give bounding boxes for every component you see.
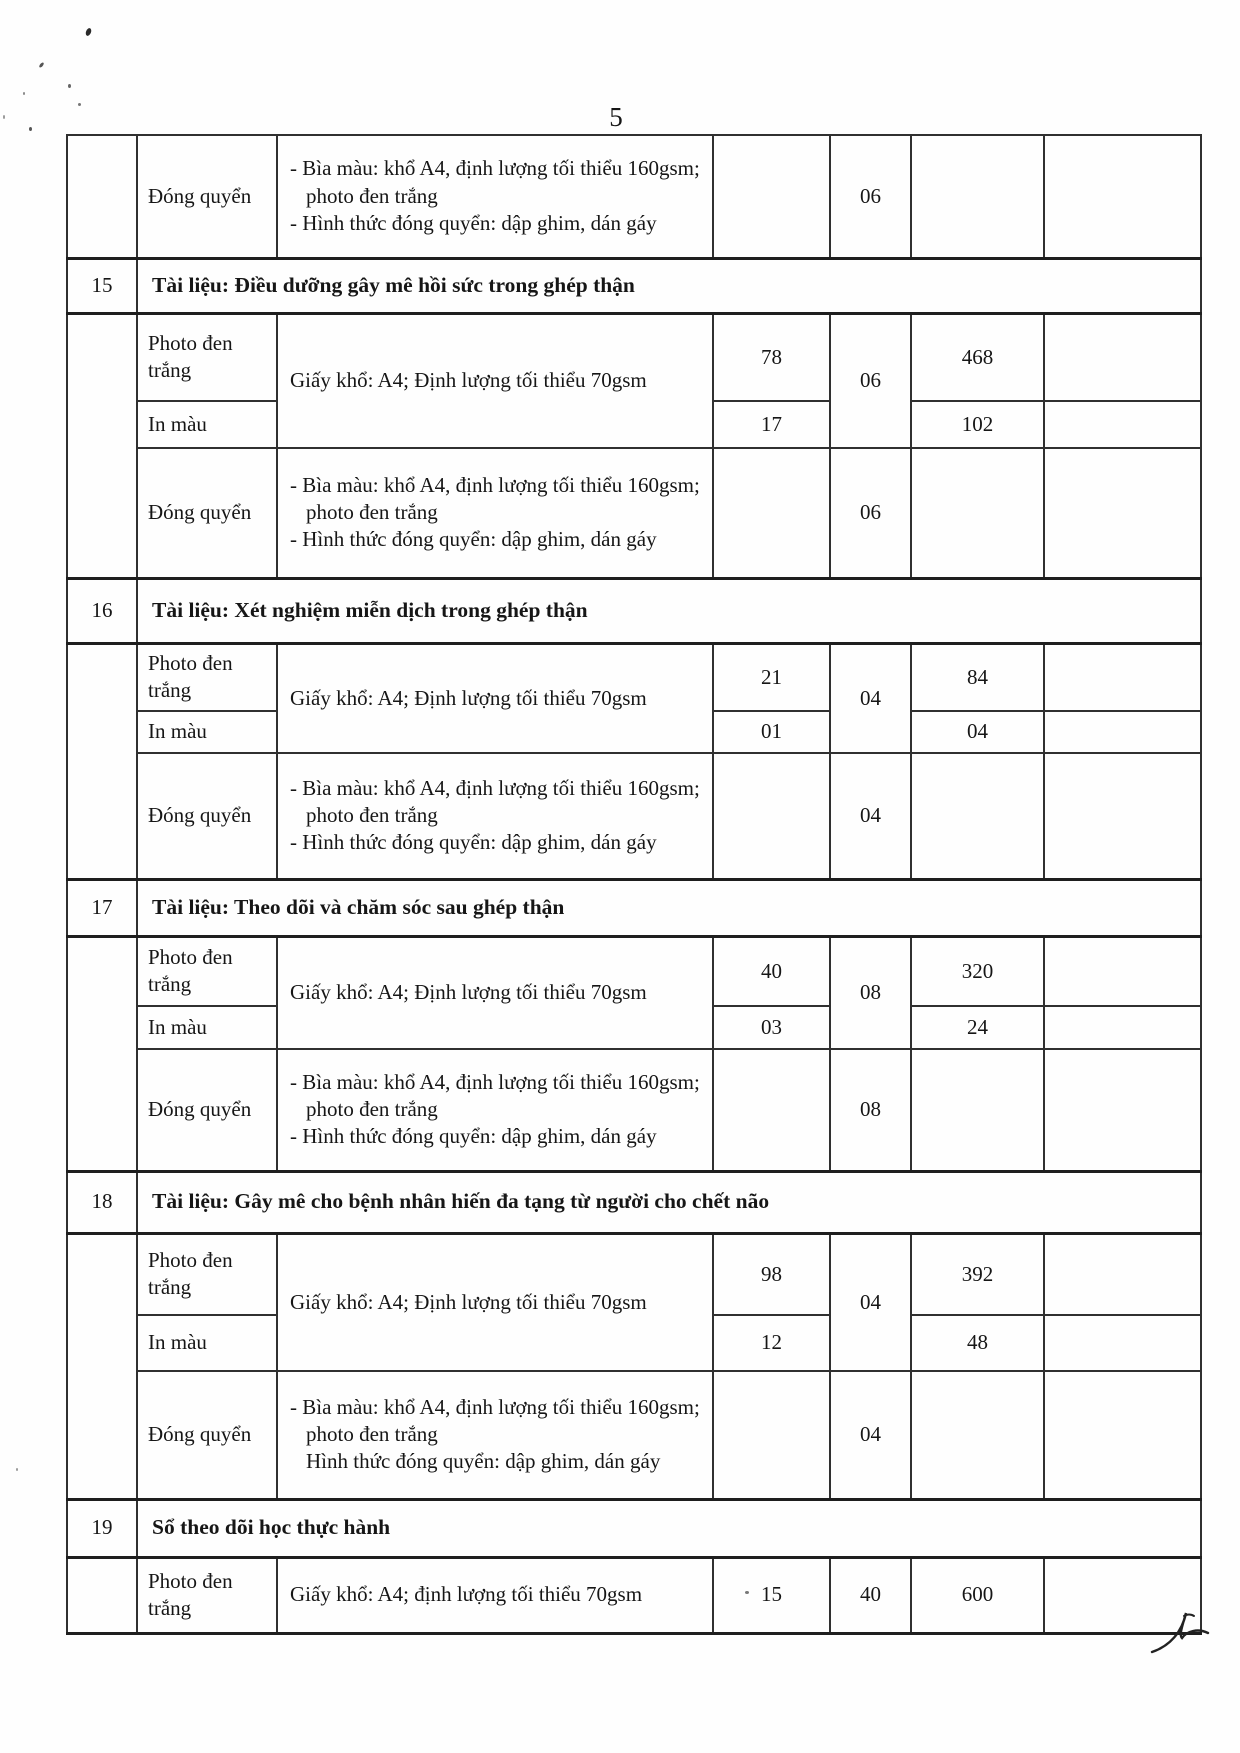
section-title: Tài liệu: Xét nghiệm miễn dịch trong ghép thận xyxy=(137,578,1201,643)
section-number: 16 xyxy=(67,578,137,643)
empty-cell xyxy=(1044,1371,1201,1499)
table-row xyxy=(67,1049,1201,1171)
binding-sets: 04 xyxy=(830,1371,911,1499)
binding-spec-line: - Bìa màu: khổ A4, định lượng tối thiểu 160gsm; photo đen trắng xyxy=(290,775,700,828)
table-row xyxy=(67,448,1201,578)
binding-spec-line: - Bìa màu: khổ A4, định lượng tối thiểu 160gsm; photo đen trắng xyxy=(290,472,700,525)
binding-spec-line: - Bìa màu: khổ A4, định lượng tối thiểu 160gsm; photo đen trắng xyxy=(290,1394,700,1447)
print-type-label: Đóng quyển xyxy=(137,1049,277,1171)
print-type-label: Đóng quyển xyxy=(137,753,277,879)
empty-cell xyxy=(911,1049,1044,1171)
pen-mark-icon xyxy=(1148,1606,1224,1662)
binding-spec-line: - Hình thức đóng quyển: dập ghim, dán gáy xyxy=(290,830,657,855)
print-type-label: Đóng quyển xyxy=(137,135,277,258)
empty-cell xyxy=(713,135,830,258)
binding-spec-line: Hình thức đóng quyển: dập ghim, dán gáy xyxy=(306,1449,661,1474)
color-quantity: 03 xyxy=(713,1006,830,1049)
binding-spec-line: - Hình thức đóng quyển: dập ghim, dán gáy xyxy=(290,527,657,552)
section-number: 15 xyxy=(67,258,137,313)
print-sets: 04 xyxy=(830,643,911,753)
empty-cell xyxy=(67,1557,137,1633)
print-sets: 40 xyxy=(830,1557,911,1633)
binding-spec xyxy=(277,135,713,258)
table-row xyxy=(67,1557,1201,1633)
color-total: 24 xyxy=(911,1006,1044,1049)
binding-sets: 06 xyxy=(830,135,911,258)
table-row xyxy=(67,936,1201,1006)
color-quantity: 12 xyxy=(713,1315,830,1371)
print-sets: 04 xyxy=(830,1233,911,1371)
section-title: Tài liệu: Gây mê cho bệnh nhân hiến đa tạng từ người cho chết não xyxy=(137,1171,1201,1233)
empty-cell xyxy=(67,313,137,578)
empty-cell xyxy=(1044,313,1201,401)
binding-sets: 04 xyxy=(830,753,911,879)
empty-cell xyxy=(1044,448,1201,578)
table-row xyxy=(67,135,1201,258)
empty-cell xyxy=(911,135,1044,258)
bw-total: 320 xyxy=(911,936,1044,1006)
empty-cell xyxy=(1044,643,1201,711)
color-total: 48 xyxy=(911,1315,1044,1371)
bw-quantity: 21 xyxy=(713,643,830,711)
section-header-row xyxy=(67,578,1201,643)
bw-quantity: 15 xyxy=(713,1557,830,1633)
binding-spec xyxy=(277,448,713,578)
bw-quantity: 40 xyxy=(713,936,830,1006)
scan-speck xyxy=(23,92,25,95)
print-type-label: In màu xyxy=(137,401,277,448)
color-quantity: 01 xyxy=(713,711,830,753)
empty-cell xyxy=(67,135,137,258)
empty-cell xyxy=(713,448,830,578)
bw-total: 600 xyxy=(911,1557,1044,1633)
empty-cell xyxy=(1044,135,1201,258)
table-row xyxy=(67,643,1201,711)
print-type-label: Photo đen trắng xyxy=(137,643,277,711)
color-total: 102 xyxy=(911,401,1044,448)
print-type-label: Photo đen trắng xyxy=(137,936,277,1006)
page-number: 5 xyxy=(609,102,623,132)
print-type-label: Photo đen trắng xyxy=(137,1557,277,1633)
section-header-row xyxy=(67,1499,1201,1557)
empty-cell xyxy=(1044,401,1201,448)
paper-spec: Giấy khổ: A4; Định lượng tối thiểu 70gsm xyxy=(277,643,713,753)
scan-speck xyxy=(38,62,44,69)
empty-cell xyxy=(911,1371,1044,1499)
bw-quantity: 98 xyxy=(713,1233,830,1315)
binding-spec-line: - Hình thức đóng quyển: dập ghim, dán gáy xyxy=(290,210,657,235)
section-number: 17 xyxy=(67,879,137,936)
bw-total: 84 xyxy=(911,643,1044,711)
scan-speck xyxy=(16,1468,18,1471)
print-type-label: Đóng quyển xyxy=(137,448,277,578)
empty-cell xyxy=(713,1371,830,1499)
scan-speck xyxy=(68,84,71,88)
empty-cell xyxy=(1044,711,1201,753)
section-title: Sổ theo dõi học thực hành xyxy=(137,1499,1201,1557)
binding-sets: 06 xyxy=(830,448,911,578)
section-title: Tài liệu: Điều dưỡng gây mê hồi sức trong ghép thận xyxy=(137,258,1201,313)
empty-cell xyxy=(713,1049,830,1171)
binding-spec-line: - Bìa màu: khổ A4, định lượng tối thiểu 160gsm; photo đen trắng xyxy=(290,1069,700,1122)
print-type-label: In màu xyxy=(137,1006,277,1049)
empty-cell xyxy=(911,753,1044,879)
table-row xyxy=(67,313,1201,401)
section-header-row xyxy=(67,258,1201,313)
print-sets: 08 xyxy=(830,936,911,1049)
paper-spec: Giấy khổ: A4; Định lượng tối thiểu 70gsm xyxy=(277,1233,713,1371)
print-type-label: In màu xyxy=(137,1315,277,1371)
empty-cell xyxy=(713,753,830,879)
section-header-row xyxy=(67,1171,1201,1233)
table-row xyxy=(67,1371,1201,1499)
section-number: 19 xyxy=(67,1499,137,1557)
bw-total: 468 xyxy=(911,313,1044,401)
binding-spec xyxy=(277,753,713,879)
print-type-label: Đóng quyển xyxy=(137,1371,277,1499)
empty-cell xyxy=(1044,1315,1201,1371)
section-header-row xyxy=(67,879,1201,936)
paper-spec: Giấy khổ: A4; Định lượng tối thiểu 70gsm xyxy=(277,936,713,1049)
empty-cell xyxy=(67,1233,137,1499)
empty-cell xyxy=(1044,1049,1201,1171)
print-sets: 06 xyxy=(830,313,911,448)
print-type-label: Photo đen trắng xyxy=(137,1233,277,1315)
color-total: 04 xyxy=(911,711,1044,753)
binding-spec-line: - Hình thức đóng quyển: dập ghim, dán gáy xyxy=(290,1124,657,1149)
print-type-label: Photo đen trắng xyxy=(137,313,277,401)
binding-sets: 08 xyxy=(830,1049,911,1171)
bw-quantity: 78 xyxy=(713,313,830,401)
scan-speck xyxy=(3,115,5,119)
empty-cell xyxy=(67,936,137,1171)
print-type-label: In màu xyxy=(137,711,277,753)
paper-spec: Giấy khổ: A4; định lượng tối thiểu 70gsm xyxy=(277,1557,713,1633)
scan-speck xyxy=(78,103,81,106)
binding-spec xyxy=(277,1371,713,1499)
binding-spec xyxy=(277,1049,713,1171)
color-quantity: 17 xyxy=(713,401,830,448)
section-title: Tài liệu: Theo dõi và chăm sóc sau ghép thận xyxy=(137,879,1201,936)
empty-cell xyxy=(1044,1233,1201,1315)
binding-spec-line: - Bìa màu: khổ A4, định lượng tối thiểu 160gsm; photo đen trắng xyxy=(290,156,700,208)
table-row xyxy=(67,753,1201,879)
bw-total: 392 xyxy=(911,1233,1044,1315)
empty-cell xyxy=(1044,1006,1201,1049)
table-row xyxy=(67,1233,1201,1315)
scan-speck xyxy=(29,127,32,131)
empty-cell xyxy=(1044,936,1201,1006)
empty-cell xyxy=(911,448,1044,578)
scan-speck xyxy=(85,27,93,36)
section-number: 18 xyxy=(67,1171,137,1233)
print-order-table xyxy=(66,134,1202,1635)
empty-cell xyxy=(1044,753,1201,879)
empty-cell xyxy=(67,643,137,879)
paper-spec: Giấy khổ: A4; Định lượng tối thiểu 70gsm xyxy=(277,313,713,448)
